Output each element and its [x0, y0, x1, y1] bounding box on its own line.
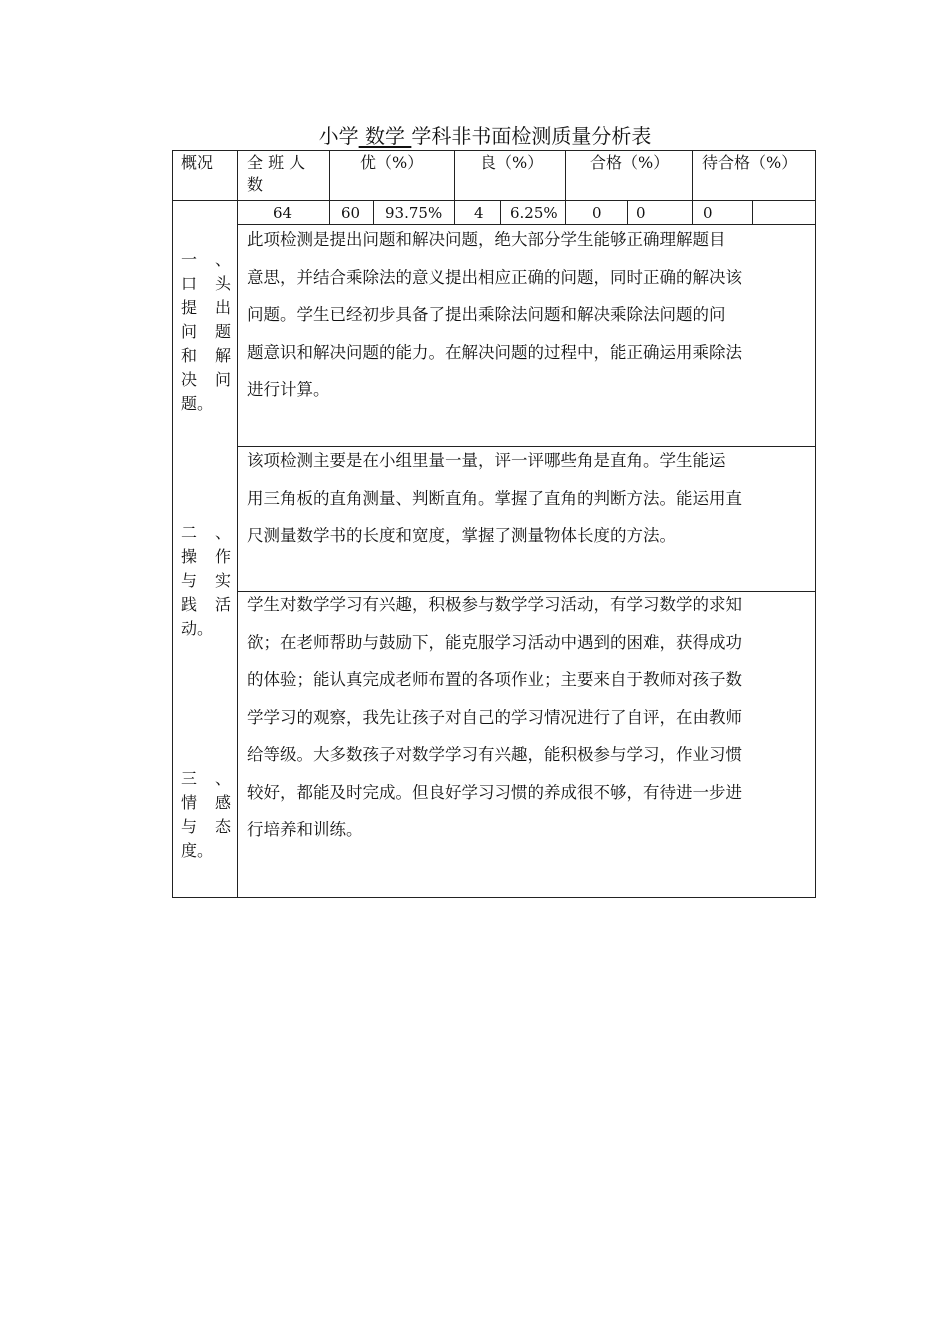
header-excellent: 优（%） [360, 153, 424, 172]
header-good: 良（%） [480, 153, 544, 172]
header-divider [172, 200, 816, 201]
col-divider-total [329, 150, 330, 225]
header-pass: 合格（%） [590, 153, 670, 172]
header-class-total-wrap: 数 [247, 175, 264, 194]
title-subject: 数学 [365, 124, 405, 148]
page-title [0, 122, 950, 150]
title-suffix: 学科非书面检测质量分析表 [411, 124, 652, 148]
table-border-top [172, 150, 816, 151]
col-divider-pass [692, 150, 693, 225]
label-column-divider [237, 150, 238, 898]
stat-excellent-pct: 93.75% [385, 204, 443, 222]
title-prefix: 小学 [318, 124, 359, 148]
header-overview: 概况 [181, 153, 214, 172]
section-1-label: 一 、 口 头 提 出 问 题 和 解 决 问 题。 [181, 250, 231, 413]
header-pending: 待合格（%） [702, 153, 798, 172]
section-3-text: 学生对数学学习有兴趣，积极参与数学学习活动，有学习数学的求知 欲；在老师帮助与鼓励下，能克服学习活动中遇到的困难，获得成功 的体验；能认真完成老师布置的各项作业；主要来自于教师对孩子数 学学习的观察，我先让孩子对自己的学习情况进行了自评，在由教师 给等级。大多数孩子对数学学习有兴趣，能积极参与学习，作业习惯 较好，都能及时完成。但良好学习习惯的养成很不够，有待进一步进 行培养和训练。 [247, 595, 742, 839]
table-border-right [815, 150, 816, 898]
header-class-total: 全 班 人 [247, 153, 306, 172]
stat-pass-count: 0 [592, 204, 602, 222]
section-1-text: 此项检测是提出问题和解决问题，绝大部分学生能够正确理解题目 意思，并结合乘除法的意义提出相应正确的问题，同时正确的解决该 问题。学生已经初步具备了提出乘除法问题和解决乘除法问题的问 题意识和解决问题的能力。在解决问题的过程中，能正确运用乘除法 进行计算。 [247, 230, 742, 399]
analysis-table [172, 150, 816, 898]
stat-good-pct: 6.25% [510, 204, 558, 222]
stat-excellent-count: 60 [341, 204, 361, 222]
table-border-bottom [172, 897, 816, 898]
stat-pass-pct: 0 [636, 204, 646, 222]
stat-total: 64 [273, 204, 293, 222]
section-2-label: 二 、 操 作 与 实 践 活 动。 [181, 523, 231, 638]
section-3-label: 三 、 情 感 与 态 度。 [181, 769, 231, 860]
table-border-left [172, 150, 173, 898]
col-divider-excellent [454, 150, 455, 225]
section-2-text: 该项检测主要是在小组里量一量，评一评哪些角是直角。学生能运 用三角板的直角测量、判断直角。掌握了直角的判断方法。能运用直 尺测量数学书的长度和宽度，掌握了测量物体长度的方法。 [247, 451, 742, 545]
stat-good-count: 4 [474, 204, 484, 222]
stat-pending-count: 0 [703, 204, 713, 222]
col-divider-good [565, 150, 566, 225]
